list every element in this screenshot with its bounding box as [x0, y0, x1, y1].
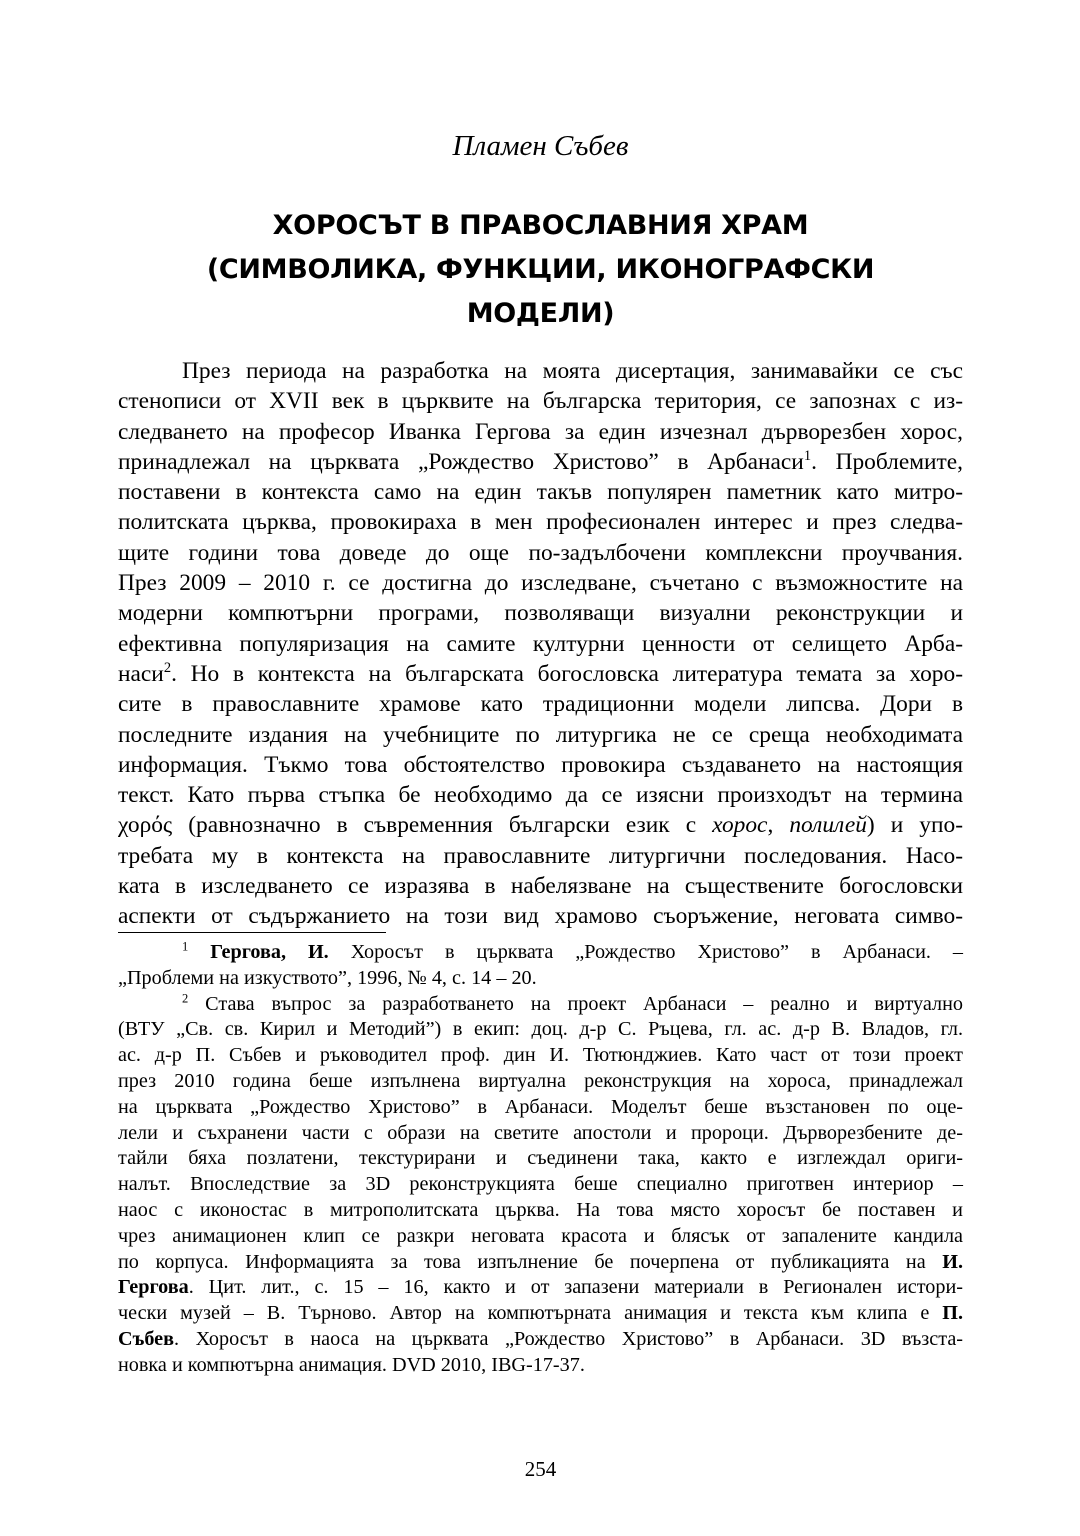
footnote-number-1: 1 [182, 939, 189, 954]
footnote-line: на църквата „Рождество Христово” в Арбанаси. Моделът беше възстановен по оце- [118, 1095, 963, 1118]
footnote-line: чрез анимационен клип се разкри неговата красота и блясък от запалените кандила [118, 1224, 963, 1247]
body-line [118, 659, 963, 689]
title-line-3: МОДЕЛИ) [466, 298, 615, 329]
body-line: политската църква, провокираха в мен професионален интерес и през следва- [118, 509, 963, 536]
body-line: сите в православните храмове като традиционни модели липсва. Дори в [118, 691, 963, 718]
footnote-text: . Цит. лит., с. 15 – 16, както и от запазени материали в Регионален истори- [188, 1276, 963, 1299]
footnote-number-2: 2 [182, 990, 189, 1005]
body-line: текст. Като първа стъпка бе необходимо да се изясни произходът на термина [118, 782, 963, 809]
footnote-author: П. [942, 1302, 963, 1325]
body-line [118, 810, 963, 840]
body-text-segment: ) и упо- [866, 812, 964, 839]
footnote-separator [118, 932, 386, 933]
body-line: През периода на разработка на моята дисертация, занимавайки се със [182, 358, 963, 384]
body-line: аспекти от съдържанието на този вид храмово съоръжение, неговата симво- [118, 903, 963, 930]
body-line: ефективна популяризация на самите културни ценности от селището Арба- [118, 630, 963, 657]
title-line-1: ХОРОСЪТ В ПРАВОСЛАВНИЯ ХРАМ [272, 210, 809, 241]
body-line: щите години това доведе до още по-задълбочени комплексни проучвания. [118, 539, 963, 566]
body-line [118, 447, 963, 477]
footnote-author: Гергова, И. [210, 941, 329, 963]
footnote-line [118, 1275, 963, 1301]
body-text-segment: наси [118, 660, 164, 687]
footnote-author: И. [942, 1250, 963, 1273]
footnote-line: ас. д-р П. Събев и ръководител проф. дин И. Тютюнджиев. Като част от този проект [118, 1044, 963, 1067]
body-line: информация. Тъкмо това обстоятелство провокира създаването на настоящия [118, 751, 963, 778]
footnote-line: лели и съхранени части с образи на светите апостоли и пророци. Дърворезбените де- [118, 1121, 963, 1144]
footnote-ref-1[interactable]: 1 [803, 448, 812, 465]
body-text-segment: χορός (равнозначно в съвременния български език с [118, 812, 713, 839]
page-number: 254 [524, 1457, 557, 1481]
body-line: поставени в контекста само на един такъв популярен паметник като митро- [118, 479, 963, 506]
body-line: ката в изследването се изразява в набелязване на съществените богословски [118, 873, 963, 900]
footnote-text: Става въпрос за разработването на проект Арбанаси – реално и виртуално [188, 992, 963, 1015]
footnote-line [118, 1327, 963, 1353]
paper-page [118, 0, 963, 1536]
italic-term-polilei: полилей [789, 812, 867, 839]
body-line: модерни компютърни програми, позволяващи визуални реконструкции и [118, 600, 963, 627]
body-text-segment: . Но в контекста на българската богословска литература темата за хоро- [171, 660, 963, 687]
body-line: стенописи от XVII век в църквите на българска територия, се запознах с из- [118, 388, 963, 415]
title-line-2: (СИМВОЛИКА, ФУНКЦИИ, ИКОНОГРАФСКИ [206, 254, 875, 285]
author-name: Пламен Събев [452, 130, 629, 162]
footnote-text: по корпуса. Информацията за това изпълнение бе почерпена от публикацията на [118, 1250, 943, 1273]
footnote-line: „Проблеми на изкуството”, 1996, № 4, с. 14 – 20. [118, 966, 537, 989]
footnote-author: Събев [118, 1327, 175, 1350]
footnote-author: Гергова [118, 1276, 189, 1299]
footnote-line: (ВТУ „Св. св. Кирил и Методий”) в екип: доц. д-р С. Ръцева, гл. ас. д-р В. Владов, гл. [118, 1018, 963, 1041]
body-paragraph [118, 356, 963, 932]
body-line: требата му в контекста на православните литургични последования. Насо- [118, 842, 963, 869]
footnote-text: . Хоросът в наоса на църквата „Рождество Христово” в Арбанаси. 3D възста- [174, 1327, 963, 1350]
body-text-segment: принадлежал на църквата „Рождество Христово” в Арбанаси [118, 448, 804, 475]
footnote-1 [118, 940, 963, 966]
footnote-line [118, 1250, 963, 1276]
article-title [158, 204, 923, 336]
body-text-segment: . Проблемите, [811, 448, 964, 475]
footnote-text: Хоросът в църквата „Рождество Христово” в Арбанаси. – [328, 941, 963, 963]
footnotes [118, 940, 963, 1379]
body-line: последните издания на учебниците по литургика не се среща необходимата [118, 721, 963, 748]
footnote-line: тайли бяха позлатени, текстурирани и съединени така, както е изглеждал ориги- [118, 1147, 963, 1170]
footnote-line [118, 1301, 963, 1327]
footnote-line: налът. Впоследствие за 3D реконструкцията беше специално приготвен интериор – [118, 1173, 963, 1196]
footnote-line: новка и компютърна анимация. DVD 2010, IBG-17-37. [118, 1353, 585, 1376]
footnote-text: чески музей – В. Търново. Автор на компютърната анимация и текста към клипа е [118, 1302, 943, 1325]
italic-term-choros: хорос [712, 812, 768, 839]
body-line: следването на професор Иванка Гергова за един изчезнал дърворезбен хорос, [118, 418, 963, 445]
footnote-line: през 2010 година беше изпълнена виртуална реконструкция на хороса, принадлежал [118, 1069, 963, 1092]
footnote-ref-2[interactable]: 2 [163, 660, 172, 677]
body-line: През 2009 – 2010 г. се достигна до изследване, съчетано с възможностите на [118, 570, 963, 597]
body-text-segment: , [767, 812, 790, 839]
footnote-line: наос с иконостас в митрополитската църква. На това място хоросът бе поставен и [118, 1198, 963, 1221]
footnote-2 [118, 992, 963, 1018]
